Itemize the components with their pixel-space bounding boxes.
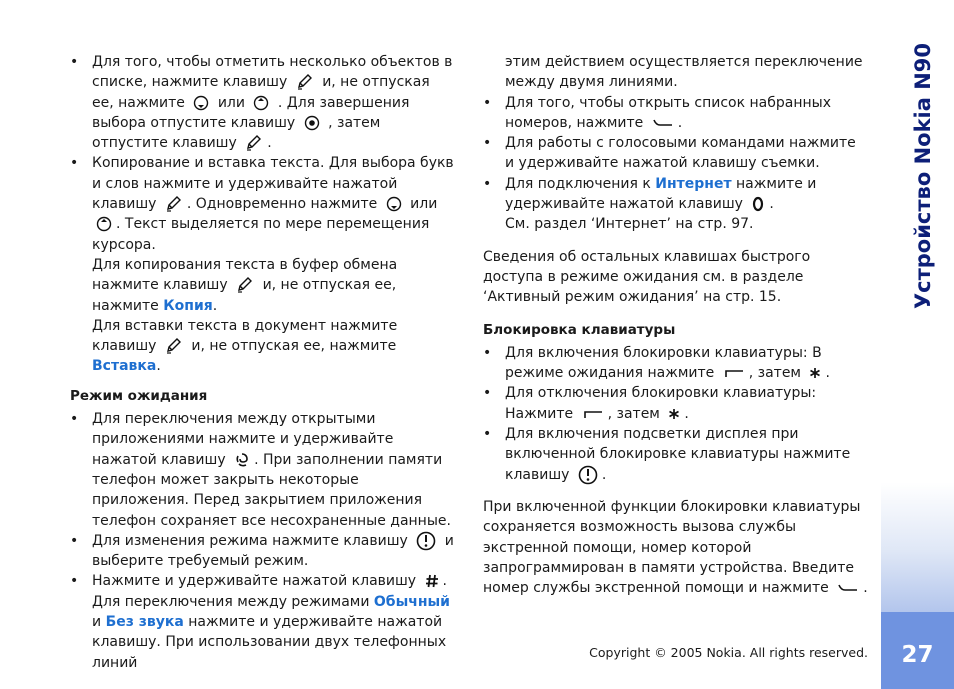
power-key-icon (578, 465, 598, 485)
pencil-key-icon (236, 277, 254, 293)
text: Для изменения режима нажмите клавишу (92, 532, 408, 549)
text: Для переключения между открытыми приложениями нажмите и удерживайте нажатой клавишу (92, 411, 394, 468)
joystick-down-icon (193, 95, 209, 111)
zero-key-icon (751, 196, 765, 212)
page-number-box (881, 612, 954, 689)
menu-key-icon (234, 452, 250, 468)
text: . При заполнении памяти телефон может закрыть некоторые приложения. Перед закрытием приложения телефон сохраняет все несохраненные данные. (92, 451, 451, 529)
text: . (684, 405, 689, 422)
text: . (267, 135, 272, 152)
call-key-icon (652, 117, 674, 129)
star-key-icon (668, 408, 680, 420)
star-key-icon (809, 367, 821, 379)
text: . (601, 466, 607, 483)
text: и, не отпуская ее, нажмите (92, 277, 397, 314)
text: . (825, 365, 830, 382)
paragraph: Сведения об остальных клавишах быстрого доступа в режиме ожидания см. в разделе ‘Активный режим ожидания’ на стр. 15. (483, 248, 811, 306)
paragraph (483, 497, 868, 598)
left-softkey-icon (723, 367, 745, 379)
link-internet[interactable]: Интернет (655, 175, 732, 192)
text: Для включения блокировки клавиатуры: В режиме ожидания нажмите (505, 344, 822, 382)
section-heading: Блокировка клавиатуры (483, 321, 676, 338)
list-item (70, 409, 455, 531)
text: . (212, 297, 218, 314)
text: . (769, 196, 774, 213)
page-number: 27 (901, 642, 934, 668)
list-item (483, 343, 868, 384)
text: . (863, 580, 868, 597)
text: Для того, чтобы открыть список набранных номеров, нажмите (505, 94, 831, 131)
continued-text: этим действием осуществляется переключение между двумя линиями. (505, 54, 863, 91)
text: Для отключения блокировки клавиатуры: Нажмите (505, 385, 817, 422)
left-column (70, 52, 455, 673)
text: нажмите и удерживайте нажатой клавишу. При использовании двух телефонных линий (92, 614, 447, 671)
text: , затем (748, 365, 801, 382)
joystick-up-icon (96, 216, 112, 232)
list-item (483, 133, 868, 174)
text: и выберите требуемый режим. (92, 532, 454, 570)
text: Для подключения к (505, 175, 651, 192)
text: и, не отпуская ее, нажмите (92, 74, 430, 111)
list-item (483, 383, 868, 424)
list-item (70, 571, 455, 672)
text: Копирование и вставка текста. Для выбора букв и слов нажмите и удерживайте нажатой клавишу (92, 155, 454, 213)
left-softkey-icon (582, 408, 604, 420)
section-heading: Режим ожидания (70, 387, 208, 404)
pencil-key-icon (296, 74, 314, 90)
list-item (70, 531, 455, 572)
hash-key-icon (425, 573, 439, 589)
text: . Одновременно нажмите (186, 196, 378, 213)
list-item (483, 93, 868, 134)
text: . Текст выделяется по мере перемещения курсора. (92, 216, 430, 253)
text: . (677, 114, 683, 131)
list-item (483, 424, 868, 485)
pencil-key-icon (245, 135, 263, 151)
joystick-press-icon (304, 115, 320, 131)
sidebar-title: Устройство Nokia N90 (911, 42, 935, 310)
text: и (92, 614, 102, 631)
list-item (70, 153, 455, 376)
joystick-down-icon (386, 196, 402, 212)
text: . Для завершения выбора отпустите клавишу (92, 94, 410, 131)
text: См. раздел ‘Интернет’ на стр. 97. (505, 216, 754, 233)
link-paste[interactable]: Вставка (92, 358, 157, 375)
text: Для работы с голосовыми командами нажмите и удерживайте нажатой клавишу съемки. (505, 135, 856, 172)
text: . (156, 358, 161, 375)
text: или (217, 94, 245, 111)
text: , затем (607, 405, 660, 422)
text: или (410, 196, 438, 213)
right-column (483, 52, 868, 610)
link-normal[interactable]: Обычный (373, 593, 450, 610)
pencil-key-icon (165, 196, 183, 212)
text: , затем отпустите клавишу (92, 114, 381, 152)
text: и, не отпуская ее, нажмите (191, 338, 397, 355)
copyright-footer: Copyright © 2005 Nokia. All rights reserved. (589, 645, 868, 660)
power-key-icon (416, 531, 436, 551)
text: Для вставки текста в документ нажмите клавишу (92, 317, 398, 355)
text: Для включения подсветки дисплея при включенной блокировке клавиатуры нажмите клавишу (505, 426, 851, 483)
text: Для копирования текста в буфер обмена нажмите клавишу (92, 256, 398, 294)
link-copy[interactable]: Копия (163, 297, 213, 314)
list-item (483, 174, 868, 235)
text: При включенной функции блокировки клавиатуры сохраняется возможность вызова службы экстренной помощи, номер которой запрограммирован в памяти устройства. Введите номер службы экстренной помощи и нажмите (483, 498, 861, 597)
text: . Для переключения между режимами (92, 573, 447, 610)
call-key-icon (837, 582, 859, 594)
link-silent[interactable]: Без звука (105, 614, 184, 631)
pencil-key-icon (165, 338, 183, 354)
text: нажмите и удерживайте нажатой клавишу (505, 175, 817, 213)
joystick-up-icon (253, 95, 269, 111)
text: Для того, чтобы отметить несколько объектов в списке, нажмите клавишу (92, 54, 453, 91)
sidebar-title-box (908, 42, 938, 310)
text: Нажмите и удерживайте нажатой клавишу (92, 573, 417, 590)
list-item (70, 52, 455, 153)
